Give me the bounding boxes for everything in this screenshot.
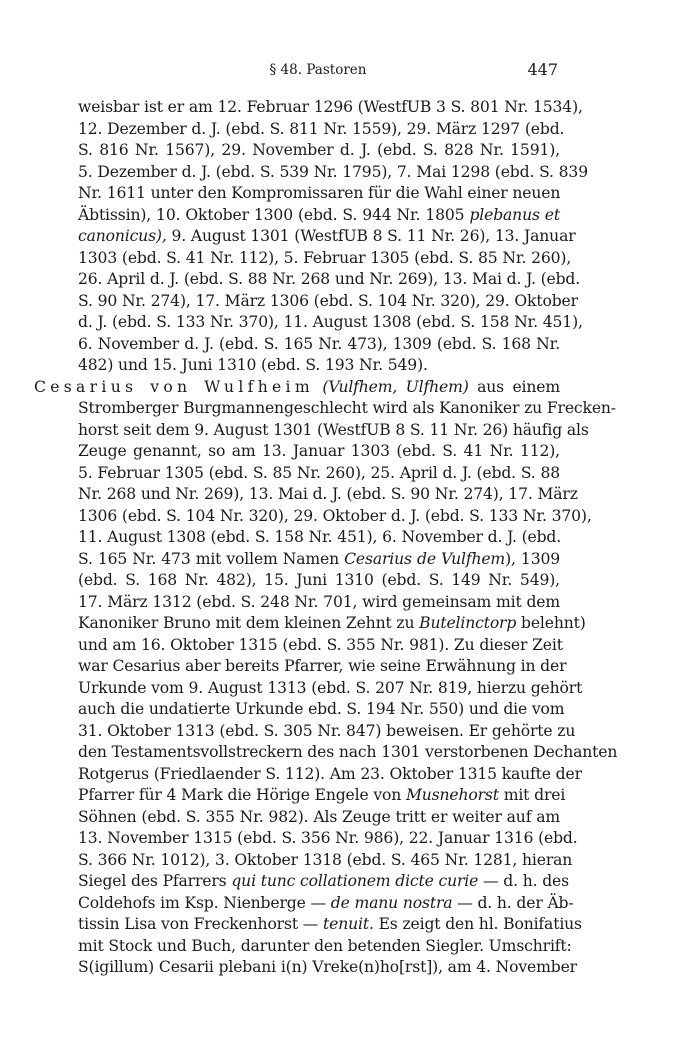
text-line <box>78 441 560 463</box>
text-line <box>78 420 589 442</box>
text-line <box>34 377 560 399</box>
italic-text: tenuit <box>323 915 369 933</box>
text-line <box>78 764 582 786</box>
text-run: weisbar ist er am 12. Februar 1296 (WestfUB 3 S. 801 Nr. 1534), <box>78 98 583 116</box>
text-run: 13. November 1315 (ebd. S. 356 Nr. 986), 22. Januar 1316 (ebd. <box>78 829 578 847</box>
text-run: 9. August 1301 (WestfUB 8 S. 11 Nr. 26), 13. Januar <box>166 227 576 245</box>
text-run: 26. April d. J. (ebd. S. 88 Nr. 268 und Nr. 269), 13. Mai d. J. (ebd. <box>78 270 581 288</box>
text-line <box>78 506 592 528</box>
text-run: S. 816 Nr. 1567), 29. November d. J. (ebd. S. 828 Nr. 1591), <box>78 141 560 159</box>
text-line <box>78 871 569 893</box>
text-run: und am 16. Oktober 1315 (ebd. S. 355 Nr. 981). Zu dieser Zeit <box>78 635 563 654</box>
text-run: ), 1309 <box>505 549 561 568</box>
text-line <box>78 463 560 485</box>
text-line <box>78 484 578 506</box>
text-run: S. 165 Nr. 473 mit vollem Namen <box>78 549 345 568</box>
text-line <box>78 936 572 958</box>
text-line <box>78 742 618 764</box>
text-run: S. 366 Nr. 1012), 3. Oktober 1318 (ebd. S. 465 Nr. 1281, hieran <box>78 850 573 869</box>
italic-text: de manu nostra <box>330 893 453 912</box>
text-run: 482) und 15. Juni 1310 (ebd. S. 193 Nr. 549). <box>78 356 428 374</box>
text-run: (ebd. S. 168 Nr. 482), 15. Juni 1310 (ebd. S. 149 Nr. 549), <box>78 571 560 589</box>
text-run: auch die undatierte Urkunde ebd. S. 194 Nr. 550) und die vom <box>78 700 565 718</box>
text-line <box>78 97 583 119</box>
italic-text: qui tunc collationem dicte curie <box>231 872 479 890</box>
text-run: Zeuge genannt, so am 13. Januar 1303 (ebd. S. 41 Nr. 112), <box>78 442 560 460</box>
italic-text: (Vulfhem, Ulfhem) <box>322 377 469 396</box>
text-run: Coldehofs im Ksp. Nienberge — <box>78 893 331 912</box>
text-line <box>78 119 565 141</box>
italic-text: canonicus), <box>78 227 167 245</box>
text-line <box>78 699 565 721</box>
text-run: horst seit dem 9. August 1301 (WestfUB 8 S. 11 Nr. 26) häufig als <box>78 420 589 439</box>
text-run: S. 90 Nr. 274), 17. März 1306 (ebd. S. 104 Nr. 320), 29. Oktober <box>78 291 578 310</box>
text-run: 5. Februar 1305 (ebd. S. 85 Nr. 260), 25. April d. J. (ebd. S. 88 <box>78 463 560 482</box>
text-line <box>78 785 566 807</box>
text-line <box>78 355 560 377</box>
text-run: Pfarrer für 4 Mark die Hörige Engele von <box>78 786 406 804</box>
text-run: 31. Oktober 1313 (ebd. S. 305 Nr. 847) beweisen. Er gehörte zu <box>78 721 576 740</box>
spaced-name: Cesarius von Wulfheim <box>34 377 314 396</box>
text-run: — d. h. des <box>478 872 569 890</box>
italic-text: plebanus et <box>469 205 560 224</box>
text-run: Nr. 1611 unter den Kompromissaren für die Wahl einer neuen <box>78 184 561 202</box>
text-run: S(igillum) Cesarii plebani i(n) Vreke(n)ho[rst]), am 4. November <box>78 958 577 976</box>
text-line <box>78 613 586 635</box>
page-header <box>78 60 558 82</box>
text-line <box>78 269 581 291</box>
text-line <box>78 205 560 227</box>
text-run: war Cesarius aber bereits Pfarrer, wie seine Erwähnung in der <box>78 657 567 675</box>
text-run: 1306 (ebd. S. 104 Nr. 320), 29. Oktober d. J. (ebd. S. 133 Nr. 370), <box>78 506 592 525</box>
text-run: 1303 (ebd. S. 41 Nr. 112), 5. Februar 1305 (ebd. S. 85 Nr. 260), <box>78 248 572 267</box>
text-run: Äbtissin), 10. Oktober 1300 (ebd. S. 944 Nr. 1805 <box>78 205 470 224</box>
text-run: Nr. 268 und Nr. 269), 13. Mai d. J. (ebd. S. 90 Nr. 274), 17. März <box>78 485 578 503</box>
text-run: 11. August 1308 (ebd. S. 158 Nr. 451), 6. November d. J. (ebd. <box>78 528 562 546</box>
text-line <box>78 183 560 205</box>
text-run: 5. Dezember d. J. (ebd. S. 539 Nr. 1795), 7. Mai 1298 (ebd. S. 839 <box>78 162 588 181</box>
text-line <box>78 140 560 162</box>
text-line <box>78 893 574 915</box>
text-run: den Testamentsvollstreckern des nach 1301 verstorbenen Dechanten <box>78 743 618 761</box>
text-line <box>78 828 578 850</box>
text-line <box>78 248 572 270</box>
text-line <box>78 850 573 872</box>
text-run: Rotgerus (Friedlaender S. 112). Am 23. Oktober 1315 kaufte der <box>78 764 582 783</box>
text-run: 17. März 1312 (ebd. S. 248 Nr. 701, wird gemeinsam mit dem <box>78 592 560 611</box>
text-run: mit Stock und Buch, darunter den betenden Siegler. Umschrift: <box>78 936 572 955</box>
text-line <box>78 914 582 936</box>
text-line <box>78 549 560 571</box>
text-line <box>78 656 567 678</box>
text-line <box>78 527 560 549</box>
text-line <box>78 807 560 829</box>
text-line <box>78 398 616 420</box>
text-line <box>78 312 583 334</box>
text-run: Siegel des Pfarrers <box>78 872 232 890</box>
text-run: — d. h. der Äb- <box>452 893 574 912</box>
text-line <box>78 721 576 743</box>
text-run: belehnt) <box>516 614 586 632</box>
text-run: Kanoniker Bruno mit dem kleinen Zehnt zu <box>78 614 420 632</box>
italic-text: Butelinctorp <box>419 614 517 632</box>
text-line <box>78 162 588 184</box>
text-line <box>78 635 563 657</box>
text-run: d. J. (ebd. S. 133 Nr. 370), 11. August 1308 (ebd. S. 158 Nr. 451), <box>78 313 583 331</box>
text-line <box>78 678 583 700</box>
text-line <box>78 570 560 592</box>
body-text <box>34 97 618 979</box>
text-line <box>78 957 577 979</box>
text-run: . Es zeigt den hl. Bonifatius <box>368 915 582 933</box>
text-run: mit drei <box>498 786 566 804</box>
text-line <box>78 291 578 313</box>
text-line <box>78 226 576 248</box>
text-run: aus einem <box>468 377 560 396</box>
italic-text: Musnehorst <box>405 786 499 804</box>
text-run: Söhnen (ebd. S. 355 Nr. 982). Als Zeuge tritt er weiter auf am <box>78 807 560 826</box>
text-run: Urkunde vom 9. August 1313 (ebd. S. 207 Nr. 819, hierzu gehört <box>78 678 583 697</box>
text-run: Stromberger Burgmannengeschlecht wird als Kanoniker zu Frecken- <box>78 399 616 417</box>
running-head: § 48. Pastoren <box>269 62 367 78</box>
italic-text: Cesarius de Vulfhem <box>344 549 506 568</box>
text-line <box>78 334 560 356</box>
text-run: tissin Lisa von Freckenhorst — <box>78 915 324 933</box>
text-run: 6. November d. J. (ebd. S. 165 Nr. 473), 1309 (ebd. S. 168 Nr. <box>78 334 560 353</box>
text-line <box>78 592 560 614</box>
page-number: 447 <box>527 60 558 79</box>
text-run: 12. Dezember d. J. (ebd. S. 811 Nr. 1559), 29. März 1297 (ebd. <box>78 119 565 138</box>
